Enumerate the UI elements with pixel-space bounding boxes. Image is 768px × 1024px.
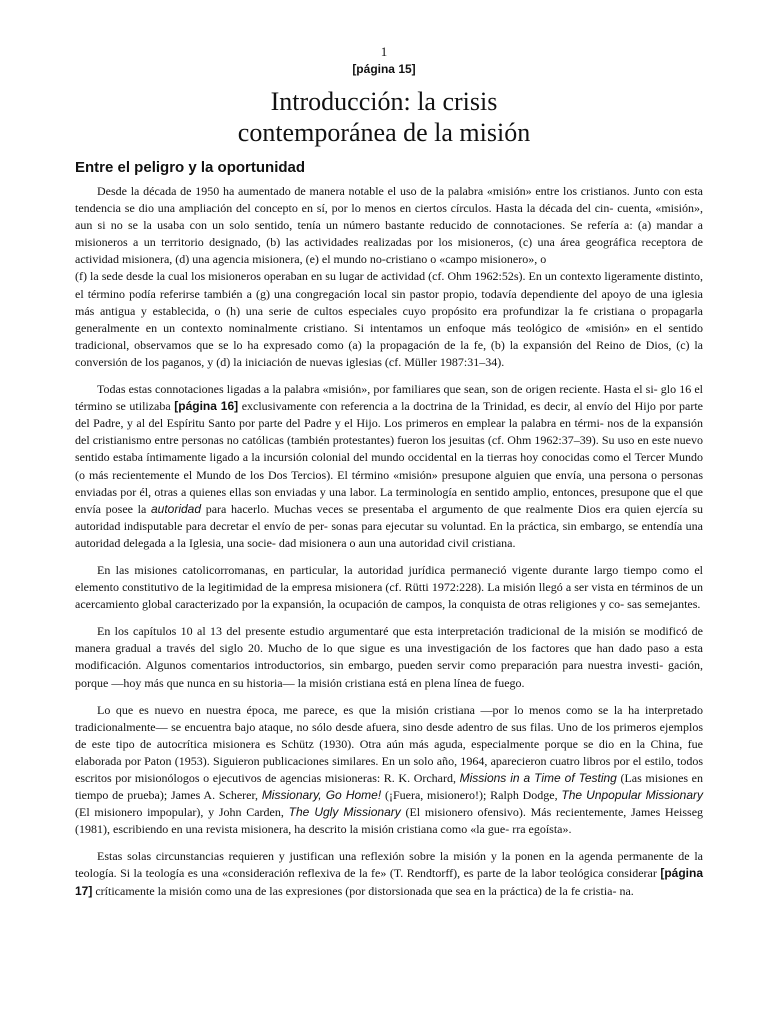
chapter-title bbox=[0, 86, 768, 148]
book-title-1: Missions in a Time of Testing bbox=[459, 771, 617, 785]
paragraph-5-text-e: (El misionero ofensivo). Más recientemente, James Heisseg (1981), escribiendo en una revista misionera, ha descrito la misión cristiana como «la gue- rra egoísta». bbox=[75, 805, 704, 837]
chapter-title-line-1: Introducción: la crisis bbox=[270, 87, 498, 116]
emphasis-autoridad: autoridad bbox=[150, 501, 202, 516]
page-marker: [página 15] bbox=[352, 62, 416, 76]
paragraph-1-continued bbox=[75, 268, 703, 371]
paragraph-5-text-b: (Las misiones en tiempo de prueba); James A. Scherer, bbox=[75, 771, 704, 803]
chapter-title-line-2: contemporánea de la misión bbox=[237, 118, 531, 147]
paragraph-3-text: En las misiones catolicorromanas, en particular, la autoridad jurídica permaneció vigente durante largo tiempo como el elemento constitutivo de la legitimidad de la empresa misionera (cf. Rütti 1972:228). La misión llegó a ser vista en términos de un acercamiento global caracterizado por la expansión, la ocupación de campos, la conquista de otras religiones y co- sas semejantes. bbox=[75, 562, 703, 612]
paragraph-1b-text: (f) la sede desde la cual los misioneros operaban en su lugar de actividad (cf. Ohm 1962:52s). En un contexto ligeramente distinto, el término podía referirse también a (g) una congregación local sin pastor propio, todavía dependiente del apoyo de una iglesia más antigua y establecida, o (h) una serie de cultos especiales cuyo propósito era profundizar la fe cristiana o propagarla generalmente en un contexto nominalmente cristiano. Si intentamos un enfoque más teológico de «misión» en el sentido tradicional, observamos que se lo ha expresado como (a) la propagación de la fe, (b) la expansión del Reino de Dios, (c) la conversión de los paganos, y (d) la iniciación de nuevas iglesias (cf. Müller 1987:31–34). bbox=[75, 269, 703, 369]
section-heading: Entre el peligro y la oportunidad bbox=[75, 159, 306, 176]
paragraph-6 bbox=[75, 848, 703, 899]
paragraph-3 bbox=[75, 562, 703, 613]
paragraph-5-text-d: (El misionero impopular), y John Carden, bbox=[75, 805, 289, 820]
page-marker-16: [página 16] bbox=[174, 399, 239, 414]
book-title-3: The Unpopular Missionary bbox=[561, 788, 703, 803]
page-marker-17: [página 17] bbox=[75, 866, 703, 898]
paragraph-2-text-c: para hacerlo. Muchas veces se presentaba el argumento de que realmente Dios era quien ejercía su autoridad indisputable para decretar el envío de per- sonas para ejecutar su voluntad. En la práctica, sin embargo, se entendía una autoridad delegada a la Iglesia, una socie- dad misionera o aun una autoridad civil cristiana. bbox=[75, 501, 703, 550]
body-text bbox=[75, 183, 703, 910]
paragraph-5 bbox=[75, 702, 703, 839]
paragraph-5-text-c: (¡Fuera, misionero!); Ralph Dodge, bbox=[381, 788, 562, 803]
page-number: 1 bbox=[380, 44, 388, 59]
paragraph-4 bbox=[75, 623, 703, 691]
paragraph-4-text: En los capítulos 10 al 13 del presente estudio argumentaré que esta interpretación tradicional de la misión se modificó de manera gradual a través del siglo 20. Mucho de lo que sigue es una investigación de los factores que han dado paso a esta modificación. Algunos comentarios introductorios, sin embargo, pueden servir como preparación para nuestra investi- gación, porque —hoy más que nunca en su historia— la misión cristiana está en plena línea de fuego. bbox=[75, 624, 703, 690]
book-title-4: The Ugly Missionary bbox=[288, 805, 401, 820]
paragraph-6-text-b: críticamente la misión como una de las expresiones (por distorsionada que sea en la práctica) de la fe cristia- na. bbox=[92, 883, 634, 898]
paragraph-5-text-a: Lo que es nuevo en nuestra época, me parece, es que la misión cristiana —por lo menos como se la ha interpretado tradicionalmente— se encuentra bajo ataque, no sólo desde afuera, sino desde adentro de sus filas. Uno de los primeros ejemplos de este tipo de autocrítica misionera es Schütz (1930). Otra aún más aguda, especialmente porque se dio en la China, fue elaborada por Paton (1953). Siguieron publicaciones similares. En un solo año, 1964, aparecieron cuatro libros por el estilo, todos escritos por misionólogos o ejecutivos de agencias misioneras: R. K. Orchard, bbox=[75, 702, 703, 785]
book-title-2: Missionary, Go Home! bbox=[261, 788, 382, 803]
paragraph-6-text-a: Estas solas circunstancias requieren y justifican una reflexión sobre la misión y la ponen en la agenda permanente de la teología. Si la teología es una «consideración reflexiva de la fe» (T. Rendtorff), es parte de la labor teológica considerar bbox=[75, 849, 703, 881]
paragraph-2-text-a: Todas estas connotaciones ligadas a la palabra «misión», por familiares que sean, son de origen reciente. Hasta el si- glo 16 el término se utilizaba bbox=[75, 382, 703, 414]
paragraph-1 bbox=[75, 183, 703, 268]
paragraph-2 bbox=[75, 381, 703, 552]
paragraph-1-text: Desde la década de 1950 ha aumentado de manera notable el uso de la palabra «misión» entre los cristianos. Junto con esta tendencia se dio una ampliación del concepto en sí, por lo menos en ciertos círculos. Hasta la década del cin- cuenta, «misión», aun si no se la usaba con un solo sentido, tenía un número bastante reducido de connotaciones. Se refería a: (a) mandar a misioneros a un territorio designado, (b) las actividades realizadas por los misioneros, (c) una área geográfica receptora de actividad misionera, (d) una agencia misionera, (e) el mundo no-cristiano o «campo misionero», o bbox=[75, 184, 703, 267]
paragraph-2-text-b: exclusivamente con referencia a la doctrina de la Trinidad, es decir, al envío del Hijo por parte del Padre, y al del Espíritu Santo por parte del Padre y el Hijo. Los primeros en emplear la palabra en térmi- nos de la expansión del cristianismo entre personas no católicas (también protestantes) fueron los jesuitas (cf. Ohm 1962:37–39). Su uso en este nuevo sentido estaba íntimamente ligado a la incursión colonial del mundo occidental en la tierras hoy conocidas como el Tercer Mundo (o más recientemente el Mundo de los Dos Tercios). El término «misión» presupone alguien que envía, una persona o personas enviadas por él, otras a quienes ellas son enviadas y una labor. La terminología en sentido amplio, entonces, presupone que el que envía posee la bbox=[75, 399, 703, 516]
